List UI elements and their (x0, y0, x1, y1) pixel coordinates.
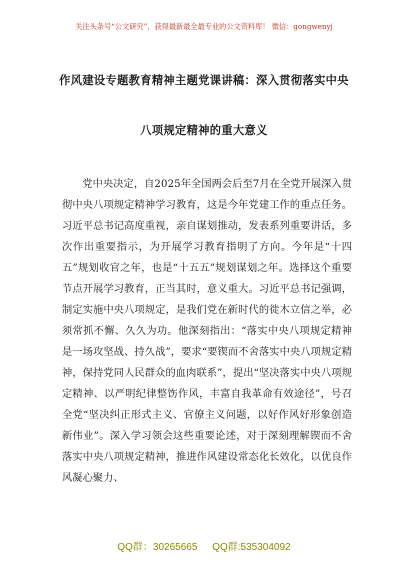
footer (0, 538, 408, 553)
footer-qq-group-1: QQ群：30265665 (117, 542, 198, 553)
footer-qq-group-2: QQ群:535304092 (212, 542, 291, 553)
body-paragraph: 党中央决定，自2025年全国两会后至7月在全党开展深入贯彻中央八项规定精神学习教育，这是今年党建工作的重点任务。习近平总书记高度重视，亲自谋划推动，发表系列重要讲话，多次作出重要指示，为开展学习教育指明了方向。今年是“十四五”规划收官之年，也是“十五五”规划谋划之年。选择这个重要节点开展学习教育，正当其时，意义重大。习近平总书记强调，制定实施中央八项规定，是我们党在新时代的徙木立信之举，必须常抓不懈、久久为功。他深刻指出：“落实中央八项规定精神是一场攻坚战、持久战”，要求“要锲而不舍落实中央八项规定精神，保持党同人民群众的血肉联系”，提出“坚决落实中央八项规定精神、以严明纪律整饬作风，丰富自我革命有效途径”，号召全党“坚决纠正形式主义、官僚主义问题，以好作风好形象创造新伟业”。深入学习领会这些重要论述，对于深刻理解锲而不舍落实中央八项规定精神，推进作风建设常态化长效化，以优良作风凝心聚力、 (62, 179, 352, 484)
header-banner: 关注头条号“公文研究”，获得最新最全最专业的公文资料库！ 微信：gongwenyj (75, 22, 333, 31)
document-title-line1: 作风建设专题教育精神主题党课讲稿：深入贯彻落实中央 (59, 73, 349, 87)
document-title-line2: 八项规定精神的重大意义 (140, 123, 268, 137)
